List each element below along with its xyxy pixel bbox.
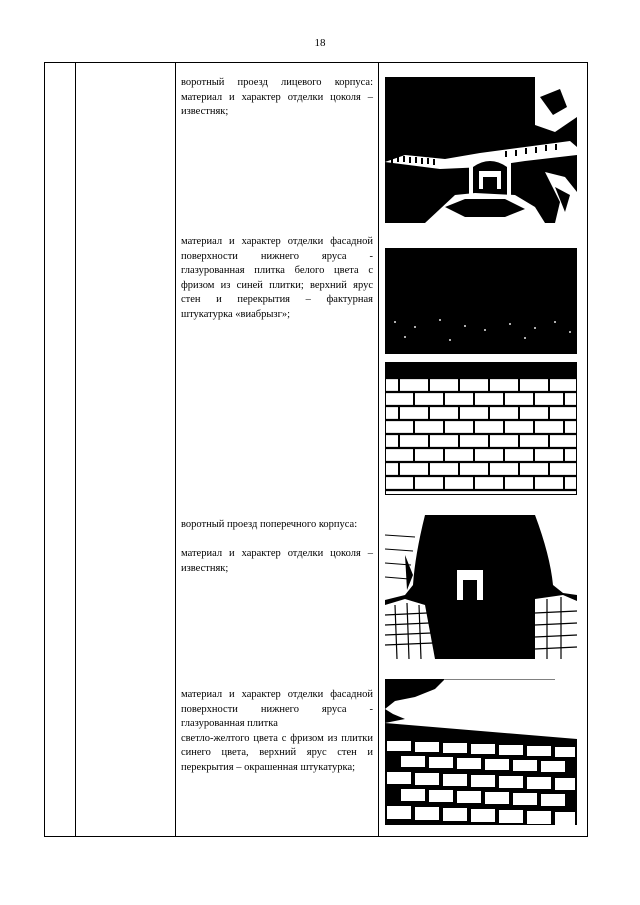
entry-gate-passage-front <box>181 76 373 120</box>
gate-passage-front-building-photo <box>385 77 577 223</box>
entry-text: воротный проезд поперечного корпуса: <box>181 519 358 530</box>
gate-passage-transverse-building-photo <box>385 515 577 659</box>
white-glazed-tile-wall-photo <box>385 242 577 495</box>
description-column-cell <box>176 63 379 837</box>
document-table <box>44 62 588 837</box>
entry-white-tile-facade <box>181 235 373 322</box>
entry-text: материал и характер отделки цоколя – известняк; <box>181 548 373 574</box>
entry-text: светло-желтого цвета с фризом из плитки синего цвета, верхний ярус стен и перекрытия – окрашенная штукатурка; <box>181 732 373 773</box>
name-column-cell <box>76 63 176 837</box>
entry-text: материал и характер отделки фасадной поверхности нижнего яруса - глазурованная плитка <box>181 689 373 729</box>
number-column-cell <box>45 63 76 837</box>
light-yellow-tile-wall-photo <box>385 679 577 825</box>
entry-text: воротный проезд лицевого корпуса: материал и характер отделки цоколя – известняк; <box>181 77 373 117</box>
entry-yellow-tile-facade <box>181 688 373 775</box>
entry-gate-passage-transverse <box>181 518 373 576</box>
photo-column-cell <box>379 63 588 837</box>
entry-text: материал и характер отделки фасадной поверхности нижнего яруса - глазурованная плитка белого цвета с фризом из синей плитки; верхний ярус стен и перекрытия – фактурная штукатурка «виабрызг»; <box>181 236 373 320</box>
page-number: 18 <box>314 37 326 49</box>
